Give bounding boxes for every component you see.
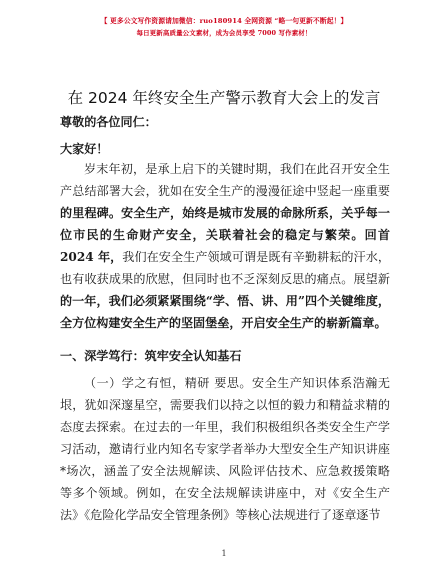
paragraph-1 [60, 158, 390, 334]
paragraph-1-sentence-2: 的里程碑。安全生产，始终是城市发展的命脉所系，关乎每一位市民的生命财产安全，关联着社会的稳定与繁荣。回首 2024 年， [60, 206, 390, 264]
greeting: 大家好！ [60, 142, 109, 156]
paragraph-1-sentence-3: 我们在安全生产领域可谓是既有辛勤耕耘的汗水，也有收获成果的欣慰，但同时也不乏深刻反思的痛点。展望新 [60, 250, 390, 286]
paragraph-1-sentence-1: 岁末年初，是承上启下的关键时期，我们在此召开安全生产总结部署大会，犹如在安全生产的漫漫征途中竖起一座重要 [60, 162, 390, 198]
paragraph-2: （一）学之有恒，精研 要思。安全生产知识体系浩瀚无垠，犹如深邃星空，需要我们以持之以恒的毅力和精益求精的态度去探索。在过去的一年里，我们积极组织各类安全生产学习活动，邀请行业内知名专家学者举办大型安全生产知识讲座*场次，涵盖了安全法规解读、风险评估技术、应急救援策略等多个领域。例如，在安全法规解读讲座中，对《安全生产法》《危险化学品安全管理条例》等核心法规进行了逐章逐节 [60, 376, 390, 522]
page-number: 1 [221, 549, 227, 558]
document-title: 在 2024 年终安全生产警示教育大会上的发言 [67, 89, 381, 107]
promo-banner-line-1: 【 更多公文写作资源请加微信：ruo180914 全网资源 “略一句更新不断起！】 [100, 17, 348, 25]
section-heading-1: 一、深学笃行：筑牢安全认知基石 [60, 349, 242, 363]
paragraph-1-sentence-4: 的一年，我们必须紧紧围绕“学、悟、讲、用”四个关键维度，全方位构建安全生产的坚固堡垒，开启安全生产的崭新篇章。 [60, 294, 390, 330]
promo-banner-line-2: 每日更新高质量公文素材，成为会员享受 7000 写作素材！ [136, 29, 312, 37]
salutation: 尊敬的各位同仁： [60, 115, 157, 129]
